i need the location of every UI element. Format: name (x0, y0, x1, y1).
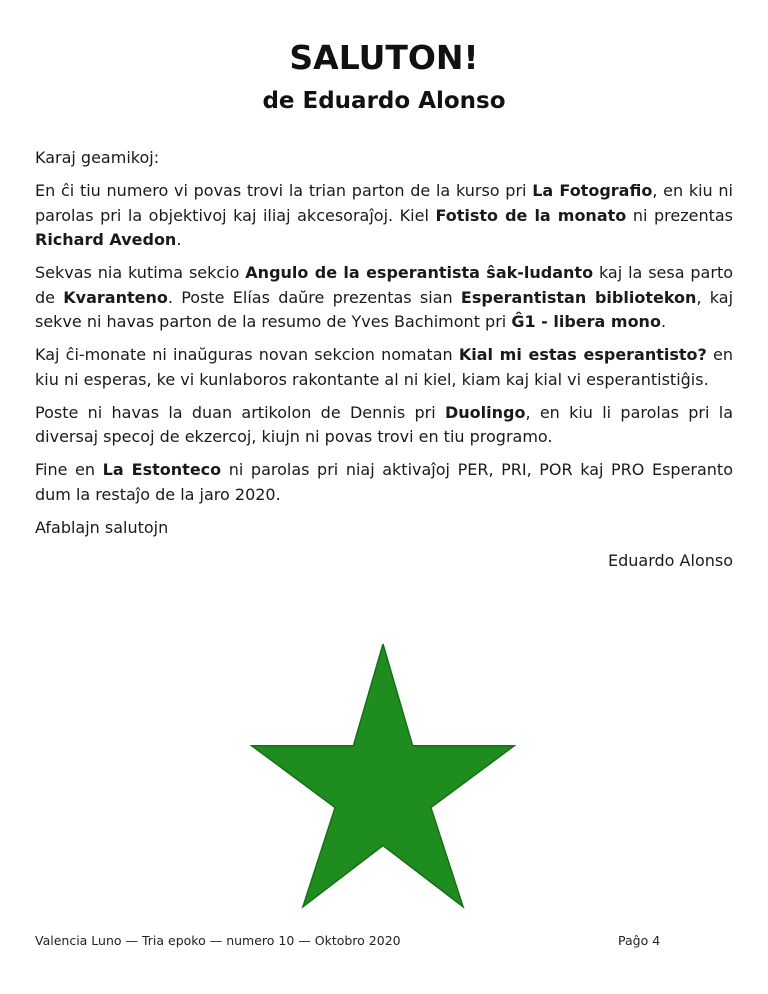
bold-run: Kial mi estas esperantisto? (458, 345, 707, 364)
esperanto-green-star-icon (250, 644, 516, 910)
greeting: Karaj geamikoj: (35, 148, 160, 167)
bold-run: Duolingo (444, 402, 526, 422)
bold-run: Ĝ1 - libera mono (511, 312, 661, 331)
bold-run: La Estonteco (102, 460, 222, 479)
bold-run: Esperantistan bibliotekon (460, 287, 697, 307)
star-shape (252, 644, 515, 907)
article-body (35, 146, 733, 582)
footer-publication: Valencia Luno — Tria epoko — numero 10 — Oktobro 2020 (35, 933, 401, 948)
text-run: . Poste Elías daŭre prezentas sian (167, 287, 461, 307)
closing: Afablajn salutojn (35, 517, 169, 537)
bold-run: Kvaranteno (63, 287, 168, 307)
text-run: Sekvas nia kutima sekcio (35, 263, 246, 282)
footer-page-number: Paĝo 4 (618, 933, 661, 948)
text-run: Kaj ĉi-monate ni inaŭguras novan sekcion nomatan (35, 345, 459, 364)
text-run: kaj la sesa parto de (35, 263, 733, 307)
text-run: , en kiu li parolas pri la diversaj specoj de ekzercoj, kiujn ni povas trovi en tiu programo. (35, 402, 734, 446)
signature: Eduardo Alonso (608, 550, 733, 570)
text-run: Fine en (35, 460, 103, 479)
text-run: Poste ni havas la duan artikolon de Dennis pri (35, 402, 445, 422)
paragraph-5 (35, 458, 733, 507)
bold-run: Angulo de la esperantista ŝak-ludanto (245, 263, 594, 282)
bold-run: Fotisto de la monato (435, 205, 627, 225)
paragraph-2 (35, 261, 733, 335)
page-subtitle: de Eduardo Alonso (262, 88, 506, 114)
text-run: . (176, 230, 182, 249)
page-title: SALUTON! (289, 38, 479, 77)
text-run: . (660, 312, 667, 331)
text-run: ni parolas pri niaj aktivaĵoj PER, PRI, POR kaj PRO Esperanto dum la restaĵo de la jaro 2020. (35, 460, 733, 504)
text-run: ni prezentas (626, 205, 734, 225)
text-run: en kiu ni esperas, ke vi kunlaboros rakontante al ni kiel, kiam kaj kial vi esperantistiĝis. (35, 345, 733, 389)
paragraph-3 (35, 343, 733, 392)
text-run: , kaj sekve ni havas parton de la resumo de Yves Bachimont pri (35, 287, 734, 331)
bold-run: Richard Avedon (35, 230, 177, 249)
paragraph-4 (35, 401, 733, 450)
text-run: En ĉi tiu numero vi povas trovi la trian parton de la kurso pri (35, 181, 533, 200)
text-run: , en kiu ni parolas pri la objektivoj kaj iliaj akcesoraĵoj. Kiel (35, 181, 733, 225)
paragraph-1 (35, 179, 733, 253)
bold-run: La Fotografio (532, 181, 653, 200)
